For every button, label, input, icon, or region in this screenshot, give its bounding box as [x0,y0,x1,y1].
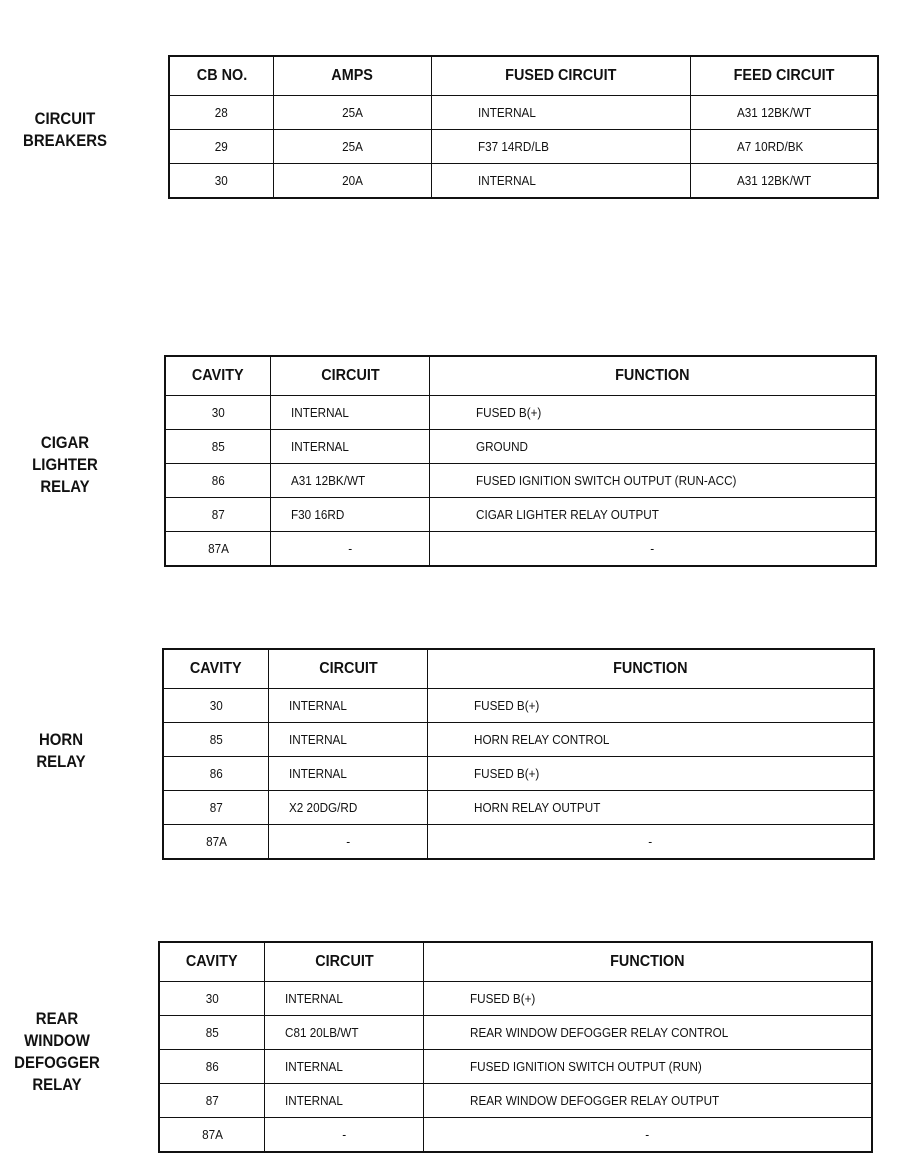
table-row [159,982,872,1016]
circuit-breakers-table [168,55,879,199]
column-header: CIRCUIT [271,356,430,396]
table-cell: INTERNAL [265,1050,424,1084]
table-row [159,1118,872,1153]
table-cell: INTERNAL [431,164,690,199]
table-header-row [165,356,876,396]
horn-relay-label: HORN RELAY [36,730,86,771]
table-cell: GROUND [429,430,876,464]
column-header: FUSED CIRCUIT [431,56,690,96]
table-cell: HORN RELAY CONTROL [427,723,874,757]
column-header: FEED CIRCUIT [690,56,878,96]
table-cell: 85 [165,430,271,464]
column-header: AMPS [274,56,431,96]
table-cell: - [429,532,876,567]
table-cell: INTERNAL [431,96,690,130]
table-cell: REAR WINDOW DEFOGGER RELAY OUTPUT [423,1084,872,1118]
table-row [159,1016,872,1050]
column-header: FUNCTION [423,942,872,982]
table-cell: 28 [169,96,274,130]
table-cell: 87A [165,532,271,567]
table-cell: - [269,825,428,860]
table-row [165,396,876,430]
table-cell: 86 [165,464,271,498]
table-cell: INTERNAL [271,396,430,430]
column-header: CIRCUIT [265,942,424,982]
rear-window-defogger-relay-table [158,941,873,1153]
table-cell: A31 12BK/WT [271,464,430,498]
table-cell: INTERNAL [265,982,424,1016]
table-cell: INTERNAL [269,723,428,757]
table-cell: A7 10RD/BK [690,130,878,164]
table-cell: X2 20DG/RD [269,791,428,825]
table-cell: 86 [159,1050,265,1084]
table-cell: 25A [274,96,431,130]
table-row [169,164,878,199]
circuit-breakers-label: CIRCUIT BREAKERS [23,109,107,150]
table-row [169,96,878,130]
table-cell: FUSED B(+) [427,757,874,791]
table-row [165,498,876,532]
table-cell: FUSED B(+) [427,689,874,723]
table-cell: 29 [169,130,274,164]
table-cell: - [423,1118,872,1153]
column-header: CAVITY [165,356,271,396]
table-header-row [159,942,872,982]
table-cell: C81 20LB/WT [265,1016,424,1050]
rear-window-defogger-relay-label: REAR WINDOW DEFOGGER RELAY [14,1009,100,1094]
column-header: FUNCTION [427,649,874,689]
table-header-row [169,56,878,96]
column-header: FUNCTION [429,356,876,396]
table-cell: 85 [163,723,269,757]
table-cell: - [271,532,430,567]
cigar-lighter-relay-label: CIGAR LIGHTER RELAY [32,433,98,496]
table-cell: REAR WINDOW DEFOGGER RELAY CONTROL [423,1016,872,1050]
table-cell: F37 14RD/LB [431,130,690,164]
table-cell: CIGAR LIGHTER RELAY OUTPUT [429,498,876,532]
table-cell: 87A [159,1118,265,1153]
table-cell: FUSED IGNITION SWITCH OUTPUT (RUN-ACC) [429,464,876,498]
column-header: CAVITY [159,942,265,982]
table-cell: 30 [159,982,265,1016]
table-cell: 87A [163,825,269,860]
table-row [163,791,874,825]
table-cell: F30 16RD [271,498,430,532]
table-row [165,430,876,464]
table-cell: A31 12BK/WT [690,96,878,130]
column-header: CAVITY [163,649,269,689]
table-cell: INTERNAL [271,430,430,464]
table-row [163,723,874,757]
table-cell: FUSED B(+) [423,982,872,1016]
table-row [163,825,874,860]
table-row [169,130,878,164]
table-cell: 87 [163,791,269,825]
table-cell: 86 [163,757,269,791]
table-cell: INTERNAL [269,757,428,791]
column-header: CB NO. [169,56,274,96]
table-cell: FUSED IGNITION SWITCH OUTPUT (RUN) [423,1050,872,1084]
table-row [165,464,876,498]
table-cell: 30 [163,689,269,723]
table-row [159,1050,872,1084]
table-row [163,689,874,723]
table-cell: INTERNAL [265,1084,424,1118]
table-cell: HORN RELAY OUTPUT [427,791,874,825]
column-header: CIRCUIT [269,649,428,689]
table-cell: 85 [159,1016,265,1050]
table-cell: INTERNAL [269,689,428,723]
horn-relay-table [162,648,875,860]
cigar-lighter-relay-table [164,355,877,567]
table-cell: - [265,1118,424,1153]
table-cell: - [427,825,874,860]
table-cell: 30 [165,396,271,430]
table-cell: 20A [274,164,431,199]
table-row [159,1084,872,1118]
table-cell: A31 12BK/WT [690,164,878,199]
table-cell: 87 [159,1084,265,1118]
table-cell: 30 [169,164,274,199]
table-header-row [163,649,874,689]
table-cell: 25A [274,130,431,164]
table-row [163,757,874,791]
table-cell: 87 [165,498,271,532]
table-cell: FUSED B(+) [429,396,876,430]
table-row [165,532,876,567]
